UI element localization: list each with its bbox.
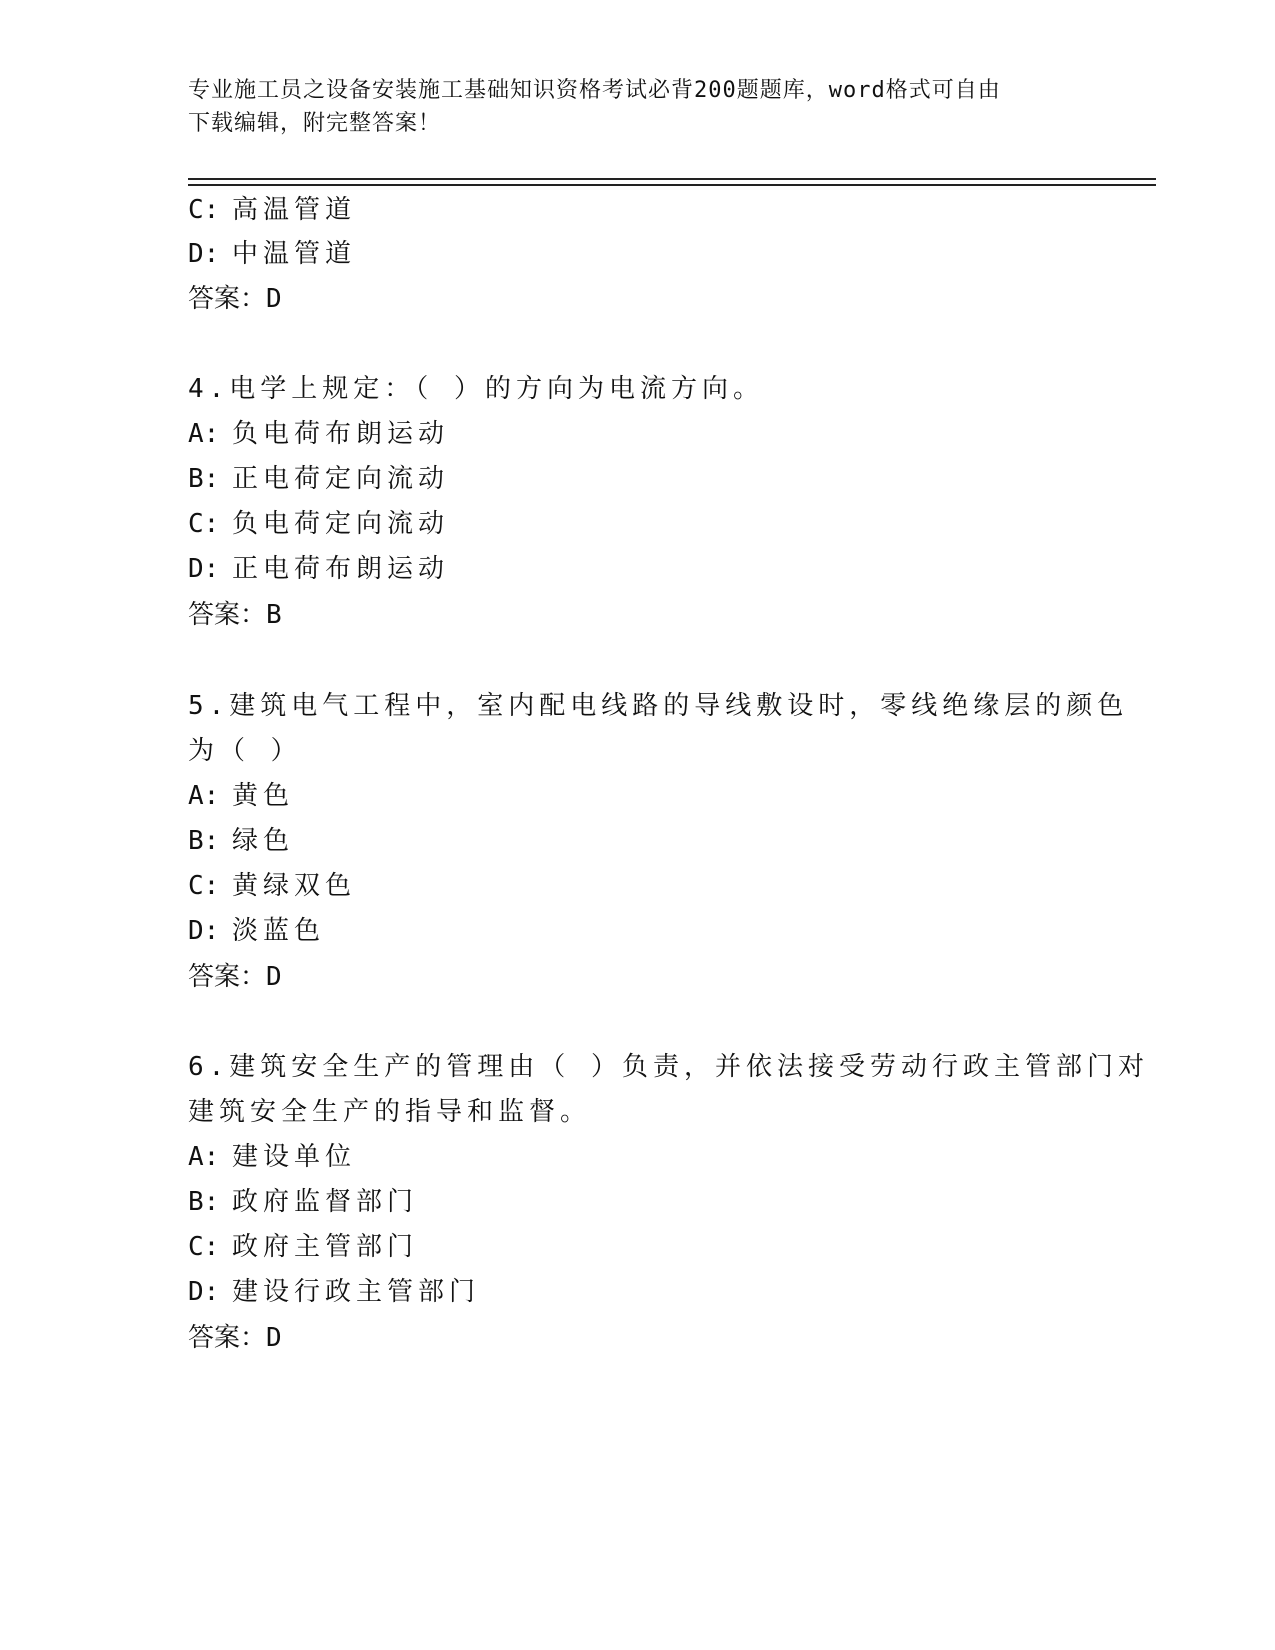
q4-option-c xyxy=(188,508,449,540)
option-text: 政府主管部门 xyxy=(232,1232,419,1262)
option-label: D: xyxy=(188,916,220,946)
header-line-2: 下载编辑，附完整答案！ xyxy=(188,111,442,136)
option-label: B: xyxy=(188,464,220,494)
option-label: B: xyxy=(188,1187,220,1217)
document-header xyxy=(188,74,1088,140)
option-label: D: xyxy=(188,239,220,269)
option-label: C: xyxy=(188,1232,220,1262)
option-label: C: xyxy=(188,509,220,539)
header-divider-bottom xyxy=(188,184,1156,186)
option-text: 建设行政主管部门 xyxy=(232,1277,481,1307)
q4-option-d xyxy=(188,553,449,585)
option-label: A: xyxy=(188,781,220,811)
header-divider-top xyxy=(188,178,1156,180)
option-label: D: xyxy=(188,1277,220,1307)
q3-option-d xyxy=(188,238,356,270)
option-text: 高温管道 xyxy=(232,195,357,225)
q5-stem-line-1: 5.建筑电气工程中，室内配电线路的导线敷设时，零线绝缘层的颜色 xyxy=(188,691,1129,721)
q5-stem-line-2: 为（ ） xyxy=(188,736,302,766)
q5-option-a xyxy=(188,780,294,812)
q5-option-d xyxy=(188,915,325,947)
q4-option-b xyxy=(188,463,449,495)
q3-answer: 答案：D xyxy=(188,284,282,314)
q4-option-a xyxy=(188,418,449,450)
option-text: 负电荷布朗运动 xyxy=(232,419,450,449)
q4-stem: 4.电学上规定：（ ）的方向为电流方向。 xyxy=(188,374,764,404)
option-label: A: xyxy=(188,1142,220,1172)
option-text: 正电荷布朗运动 xyxy=(232,554,450,584)
q6-option-a xyxy=(188,1141,356,1173)
option-text: 正电荷定向流动 xyxy=(232,464,450,494)
q4-answer: 答案：B xyxy=(188,600,282,630)
header-line-1: 专业施工员之设备安装施工基础知识资格考试必背200题题库，word格式可自由 xyxy=(188,78,1001,103)
option-text: 中温管道 xyxy=(232,239,357,269)
option-label: C: xyxy=(188,195,220,225)
option-text: 黄色 xyxy=(232,781,295,811)
option-text: 淡蓝色 xyxy=(232,916,326,946)
option-text: 政府监督部门 xyxy=(232,1187,419,1217)
option-label: D: xyxy=(188,554,220,584)
q6-answer: 答案：D xyxy=(188,1323,282,1353)
q6-stem-line-2: 建筑安全生产的指导和监督。 xyxy=(188,1097,592,1127)
option-label: B: xyxy=(188,826,220,856)
q6-option-b xyxy=(188,1186,418,1218)
option-label: C: xyxy=(188,871,220,901)
option-label: A: xyxy=(188,419,220,449)
q5-option-c xyxy=(188,870,356,902)
option-text: 建设单位 xyxy=(232,1142,357,1172)
q5-answer: 答案：D xyxy=(188,962,282,992)
q6-stem-line-1: 6.建筑安全生产的管理由（ ）负责，并依法接受劳动行政主管部门对 xyxy=(188,1052,1149,1082)
q6-option-d xyxy=(188,1276,480,1308)
option-text: 绿色 xyxy=(232,826,295,856)
q5-option-b xyxy=(188,825,294,857)
option-text: 黄绿双色 xyxy=(232,871,357,901)
q6-option-c xyxy=(188,1231,418,1263)
q3-option-c xyxy=(188,194,356,226)
option-text: 负电荷定向流动 xyxy=(232,509,450,539)
